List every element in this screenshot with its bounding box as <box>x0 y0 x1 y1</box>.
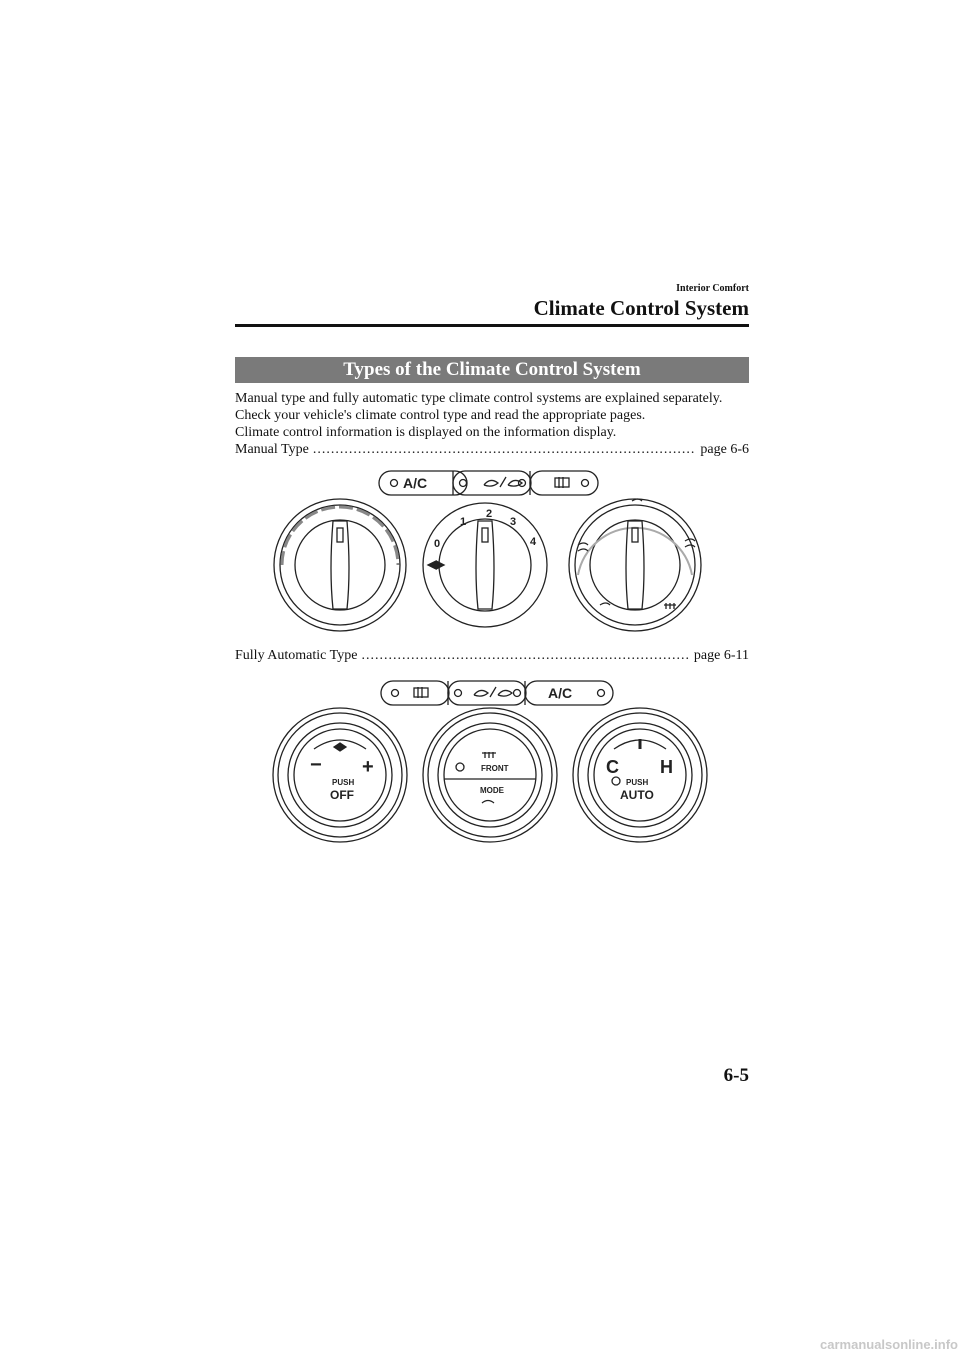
rear-defroster-icon <box>555 478 569 487</box>
auto-push-label: PUSH <box>626 778 649 787</box>
rear-defroster-icon <box>414 688 428 697</box>
fan-decrease-label: − <box>310 754 322 776</box>
automatic-ac-label: A/C <box>548 685 573 701</box>
manual-control-panel <box>260 465 720 640</box>
manual-ac-label: A/C <box>403 475 428 491</box>
off-label: OFF <box>330 788 354 802</box>
fan-speed-2: 2 <box>486 508 493 520</box>
floor-vent-icon <box>600 603 610 605</box>
temperature-dial[interactable] <box>573 708 707 842</box>
fan-speed-3: 3 <box>510 516 517 528</box>
watermark: carmanualsonline.info <box>820 1337 958 1352</box>
fan-speed-4: 4 <box>530 536 537 548</box>
fan-dial[interactable] <box>273 708 407 842</box>
hot-label: H <box>660 757 673 777</box>
section-banner: Types of the Climate Control System <box>235 357 749 383</box>
cold-label: C <box>606 757 619 777</box>
fan-increase-label: + <box>362 756 374 778</box>
page-title: Climate Control System <box>533 296 749 320</box>
leader-dots <box>313 441 697 458</box>
airflow-mode-knob[interactable] <box>569 499 701 631</box>
bi-level-icon <box>578 543 588 551</box>
mode-icon <box>482 801 494 804</box>
section-label: Interior Comfort <box>676 283 749 294</box>
body-line-2: Check your vehicle's climate control type and read the appropriate pages. <box>235 408 646 423</box>
header-rule <box>235 324 749 327</box>
fan-icon <box>428 561 444 569</box>
body-line-1: Manual type and fully automatic type climate control systems are explained separately. <box>235 391 723 406</box>
front-defroster-icon <box>482 752 496 758</box>
automatic-control-panel <box>270 675 720 850</box>
leader-dots <box>361 647 689 664</box>
front-label: FRONT <box>481 764 509 773</box>
windshield-defrost-icon <box>664 603 676 609</box>
mode-dial[interactable] <box>423 708 557 842</box>
front-defroster-indicator <box>456 763 464 771</box>
recirculation-icon <box>484 477 522 487</box>
fan-speed-0: 0 <box>434 538 441 550</box>
page-number: 6-5 <box>723 1065 749 1086</box>
manual-type-reference <box>235 441 749 458</box>
auto-label: AUTO <box>620 788 654 802</box>
automatic-type-label: Fully Automatic Type <box>235 648 358 663</box>
temperature-knob[interactable] <box>274 499 406 631</box>
recirculation-button[interactable] <box>453 471 531 495</box>
manual-type-label: Manual Type <box>235 442 309 457</box>
auto-indicator <box>612 777 620 785</box>
fan-push-label: PUSH <box>332 778 355 787</box>
automatic-type-reference <box>235 647 749 664</box>
rear-defroster-button[interactable] <box>530 471 598 495</box>
recirculation-icon <box>474 687 512 697</box>
body-line-3: Climate control information is displayed on the information display. <box>235 425 617 440</box>
automatic-type-page-ref: page 6-11 <box>693 648 749 663</box>
manual-type-page-ref: page 6-6 <box>700 442 749 457</box>
fan-icon <box>334 743 346 751</box>
fan-speed-1: 1 <box>460 516 467 528</box>
mode-label: MODE <box>480 786 504 795</box>
